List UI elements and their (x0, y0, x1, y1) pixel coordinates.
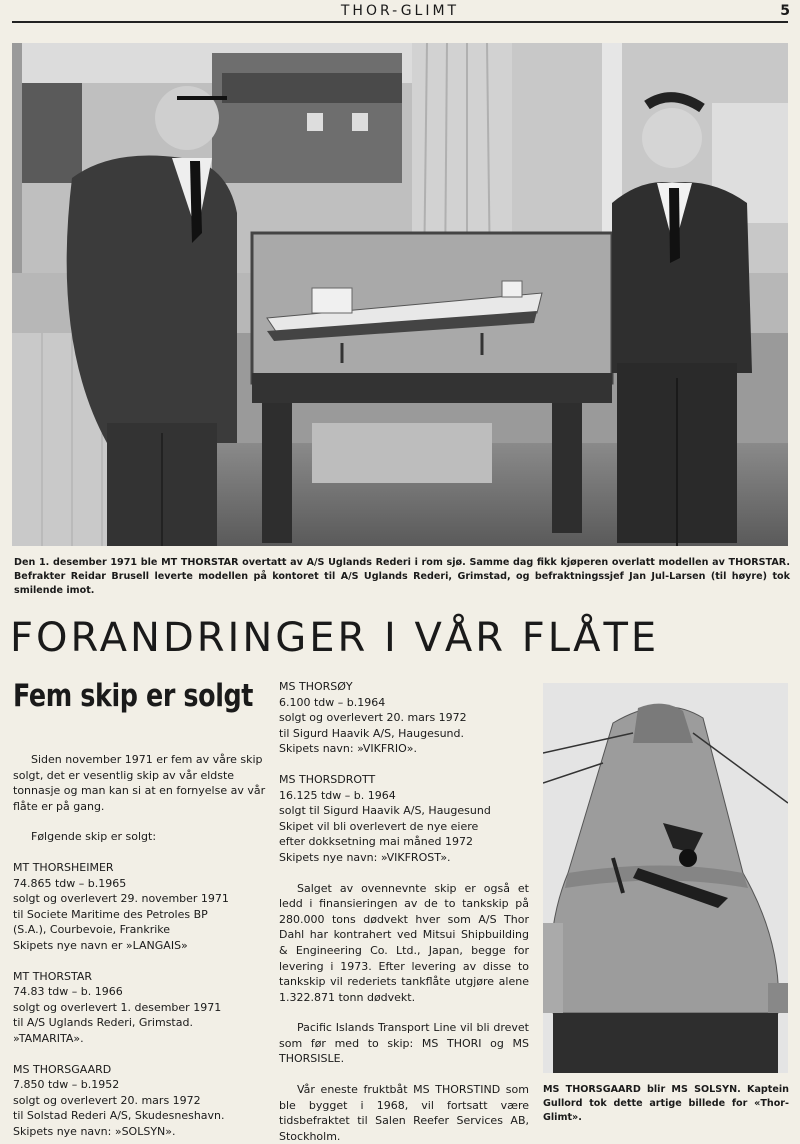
article-subheadline: Fem skip er solgt (13, 678, 254, 714)
ship-line: 6.100 tdw – b.1964 (279, 695, 386, 709)
ship-line: efter dokksetning mai måned 1972 (279, 835, 473, 849)
pacific-paragraph: Pacific Islands Transport Line vil bli drevet som før med to skip: MS THORI og MS THORSISLE. (279, 1021, 529, 1066)
ship-name: MS THORSDROTT (279, 772, 376, 786)
text-column-left (13, 752, 268, 1139)
ship-line: Skipets nye navn: »VIKFROST». (279, 850, 451, 864)
ship-line: Skipets nye navn er »LANGAIS» (13, 938, 188, 952)
intro-paragraph: Siden november 1971 er fem av våre skip solgt, det er vesentlig skip av vår eldste tonnasje og man kan si at en fornyelse av vår flåte er på gang. (13, 753, 266, 813)
photo-caption: Den 1. desember 1971 ble MT THORSTAR overtatt av A/S Uglands Rederi i rom sjø. Samme dag fikk kjøperen overlatt modellen av THORSTAR. Befrakter Reidar Brusell leverte modellen på kontoret til A/S Uglands Rederi, Grimstad, og befraktningssjef Jan Jul-Larsen (til høyre) tok smilende imot. (14, 557, 790, 596)
ship-line: Skipets navn: »VIKFRIO». (279, 742, 417, 756)
ship-line: »TAMARITA». (13, 1031, 84, 1045)
ship-line: 16.125 tdw – b. 1964 (279, 788, 396, 802)
ship-name: MS THORSGAARD (13, 1062, 112, 1076)
ship-line: solgt til Sigurd Haavik A/S, Haugesund (279, 804, 491, 818)
ship-line: til Societe Maritime des Petroles BP (13, 907, 208, 921)
ship-name: MS THORSØY (279, 680, 353, 693)
sale-paragraph: Salget av ovennevnte skip er også et ledd i finansieringen av de to tankskip på 280.000 tons dødvekt hver som A/S Thor Dahl har kontrahert ved Mitsui Shipbuilding & Engineering Co. Ltd., Japan, begge for levering i 1973. Efter levering av disse to tankskip vil rederiets tankflåte utgjøre alene 1.322.871 tonn dødvekt. (279, 881, 529, 1004)
ship-line: til Solstad Rederi A/S, Skudesneshavn. (13, 1109, 225, 1123)
page-number: 5 (780, 3, 790, 19)
running-header-title: THOR-GLIMT (340, 3, 460, 19)
ship-entry (279, 772, 529, 866)
following-heading: Følgende skip er solgt: (31, 830, 157, 844)
ship-line: til A/S Uglands Rederi, Grimstad. (13, 1016, 193, 1030)
ship-name: MT THORSTAR (13, 969, 93, 983)
ship-model-photo (12, 43, 788, 546)
ship-line: Skipets nye navn: »SOLSYN». (13, 1124, 176, 1138)
ship-entry (13, 969, 268, 1047)
thorsgaard-ship-photo (543, 683, 788, 1073)
ship-line: 74.865 tdw – b.1965 (13, 876, 127, 890)
ship-line: solgt og overlevert 1. desember 1971 (13, 1000, 222, 1014)
ship-line: Skipet vil bli overlevert de nye eiere (279, 819, 479, 833)
fruit-paragraph: Vår eneste fruktbåt MS THORSTIND som ble bygget i 1968, vil fortsatt være tidsbefraktet til Salen Reefer Services AB, Stockholm. (279, 1083, 529, 1143)
article-headline: FORANDRINGER I VÅR FLÅTE (10, 615, 660, 661)
ship-line: solgt og overlevert 20. mars 1972 (279, 711, 467, 725)
ship-name: MT THORSHEIMER (13, 860, 114, 874)
ship-line: solgt og overlevert 29. november 1971 (13, 892, 229, 906)
header-rule (12, 21, 788, 23)
ship-line: 74.83 tdw – b. 1966 (13, 985, 123, 999)
ship-line: 7.850 tdw – b.1952 (13, 1078, 120, 1092)
ship-entry (279, 679, 529, 757)
ship-line: (S.A.), Courbevoie, Frankrike (13, 923, 171, 937)
ship-entry (13, 1062, 268, 1140)
ship-line: solgt og overlevert 20. mars 1972 (13, 1093, 201, 1107)
ship-entry (13, 860, 268, 954)
ship-photo-caption: MS THORSGAARD blir MS SOLSYN. Kaptein Gullord tok dette artige billede for «Thor-Glimt». (543, 1084, 789, 1123)
text-column-middle (279, 679, 529, 1144)
ship-line: til Sigurd Haavik A/S, Haugesund. (279, 726, 465, 740)
